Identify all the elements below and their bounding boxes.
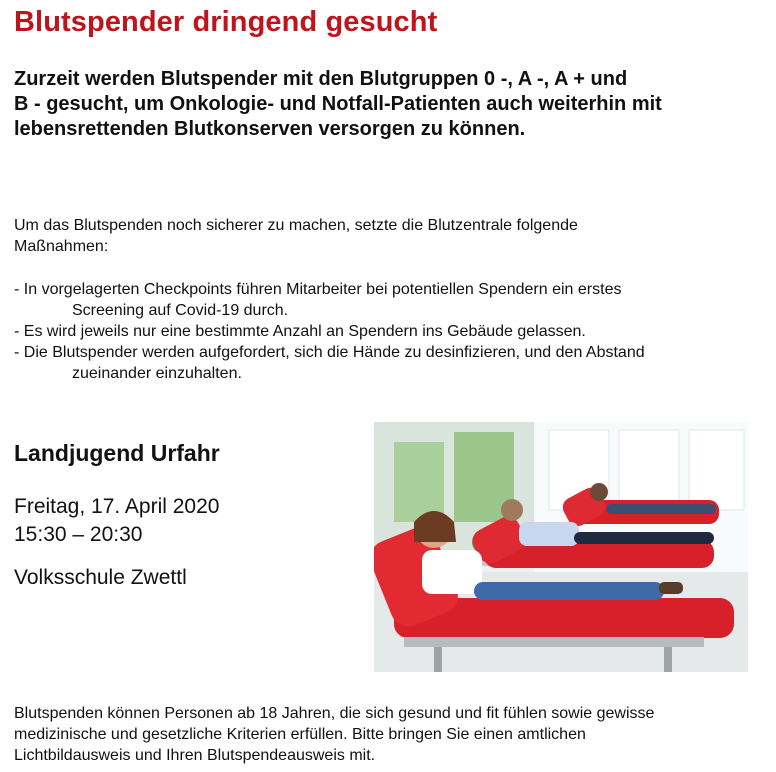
donation-room-illustration bbox=[374, 422, 748, 672]
footer-line: Lichtbildausweis und Ihren Blutspendeausweis mit. bbox=[14, 747, 376, 764]
measures-list bbox=[14, 279, 764, 384]
page-title: Blutspender dringend gesucht bbox=[14, 6, 438, 38]
event-title: Landjugend Urfahr bbox=[14, 440, 220, 466]
intro-line: Um das Blutspenden noch sicherer zu machen, setzte die Blutzentrale folgende bbox=[14, 217, 578, 234]
footer-paragraph bbox=[14, 703, 774, 766]
event-venue: Volksschule Zwettl bbox=[14, 566, 187, 589]
lead-line: lebensrettenden Blutkonserven versorgen zu können. bbox=[14, 118, 526, 140]
lead-paragraph bbox=[14, 67, 774, 142]
list-item bbox=[14, 321, 764, 342]
event-date: Freitag, 17. April 2020 bbox=[14, 495, 220, 518]
measure-line: zueinander einzuhalten. bbox=[72, 365, 242, 382]
measure-line: Screening auf Covid-19 durch. bbox=[72, 302, 289, 319]
footer-line: medizinische und gesetzliche Kriterien erfüllen. Bitte bringen Sie einen amtlichen bbox=[14, 726, 586, 743]
list-item bbox=[14, 279, 764, 321]
measure-line: - Es wird jeweils nur eine bestimmte Anzahl an Spendern ins Gebäude gelassen. bbox=[14, 323, 586, 340]
footer-line: Blutspenden können Personen ab 18 Jahren, die sich gesund und fit fühlen sowie gewisse bbox=[14, 705, 655, 722]
list-item bbox=[14, 342, 764, 384]
lead-line: B - gesucht, um Onkologie- und Notfall-Patienten auch weiterhin mit bbox=[14, 93, 662, 115]
intro-paragraph bbox=[14, 215, 714, 257]
event-time: 15:30 – 20:30 bbox=[14, 523, 143, 546]
lead-line: Zurzeit werden Blutspender mit den Blutgruppen 0 -, A -, A + und bbox=[14, 68, 628, 90]
measure-line: - In vorgelagerten Checkpoints führen Mitarbeiter bei potentiellen Spendern ein erstes bbox=[14, 281, 622, 298]
measure-line: - Die Blutspender werden aufgefordert, sich die Hände zu desinfizieren, und den Abstand bbox=[14, 344, 645, 361]
blood-donation-photo bbox=[374, 422, 748, 672]
intro-line: Maßnahmen: bbox=[14, 238, 109, 255]
